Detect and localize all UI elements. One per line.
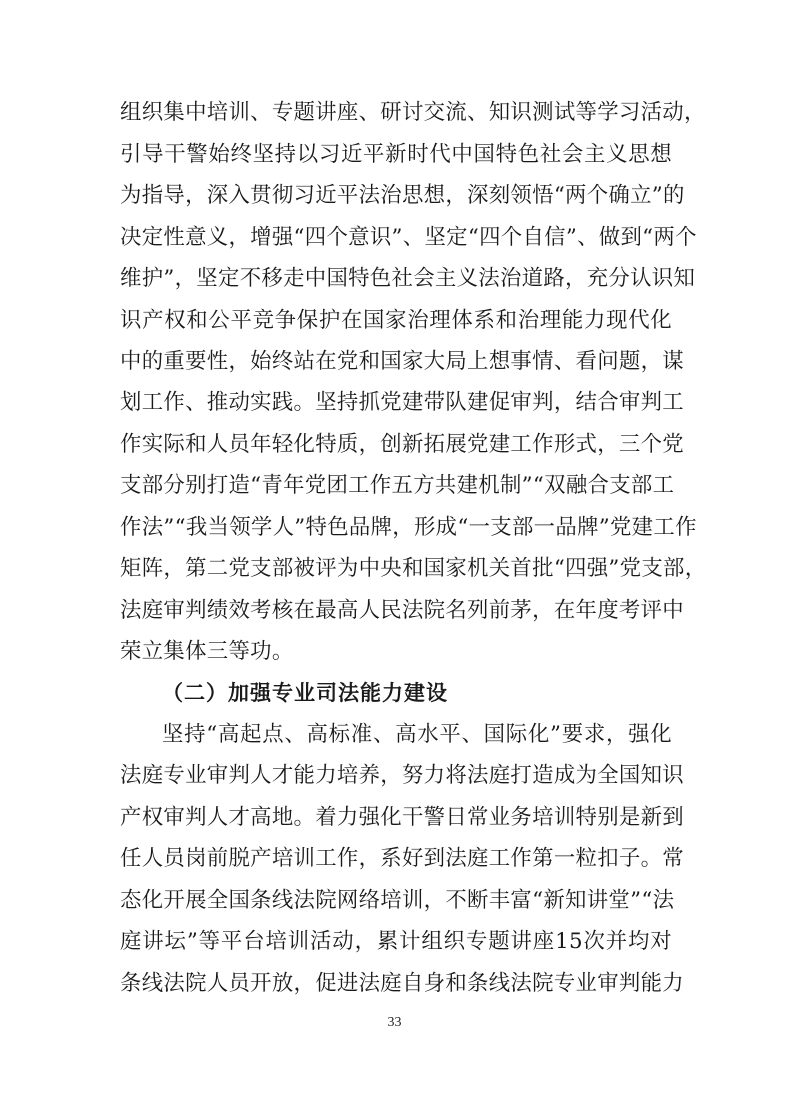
text-line: 组织集中培训、专题讲座、研讨交流、知识测试等学习活动， xyxy=(120,100,706,125)
text-line: 识产权和公平竞争保护在国家治理体系和治理能力现代化 xyxy=(120,308,672,333)
text-line: 引导干警始终坚持以习近平新时代中国特色社会主义思想 xyxy=(120,142,672,167)
text-line: 坚持“高起点、高标准、高水平、国际化”要求，强化 xyxy=(162,722,672,747)
text-line: 作法”“我当领学人”特色品牌，形成“一支部一品牌”党建工作 xyxy=(120,515,697,540)
text-line: 矩阵，第二党支部被评为中央和国家机关首批“四强”党支部， xyxy=(120,556,707,581)
text-line: 荣立集体三等功。 xyxy=(120,639,294,664)
text-line: 法庭专业审判人才能力培养，努力将法庭打造成为全国知识 xyxy=(120,763,684,788)
text-line: 支部分别打造“青年党团工作五方共建机制”“双融合支部工 xyxy=(120,473,675,498)
text-line: 作实际和人员年轻化特质，创新拓展党建工作形式，三个党 xyxy=(120,432,684,457)
text-line: 条线法院人员开放，促进法庭自身和条线法院专业审判能力 xyxy=(120,971,684,996)
text-line: 态化开展全国条线法院网络培训，不断丰富“新知讲堂”“法 xyxy=(120,888,675,913)
text-line: 划工作、推动实践。坚持抓党建带队建促审判，结合审判工 xyxy=(120,390,684,415)
text-line: 中的重要性，始终站在党和国家大局上想事情、看问题，谋 xyxy=(120,349,684,374)
text-line: 法庭审判绩效考核在最高人民法院名列前茅，在年度考评中 xyxy=(120,598,684,623)
text-line: 为指导，深入贯彻习近平法治思想，深刻领悟“两个确立”的 xyxy=(120,183,685,208)
text-line: 任人员岗前脱产培训工作，系好到法庭工作第一粒扣子。常 xyxy=(120,846,684,871)
section-heading: （二）加强专业司法能力建设 xyxy=(162,681,448,705)
text-line: 产权审判人才高地。着力强化干警日常业务培训特别是新到 xyxy=(120,805,684,830)
text-line: 庭讲坛”等平台培训活动，累计组织专题讲座15次并均对 xyxy=(120,929,672,954)
text-line: 决定性意义，增强“四个意识”、坚定“四个自信”、做到“两个 xyxy=(120,225,697,250)
text-line: 维护”，坚定不移走中国特色社会主义法治道路，充分认识知 xyxy=(120,266,696,291)
page-number: 33 xyxy=(387,1015,402,1030)
